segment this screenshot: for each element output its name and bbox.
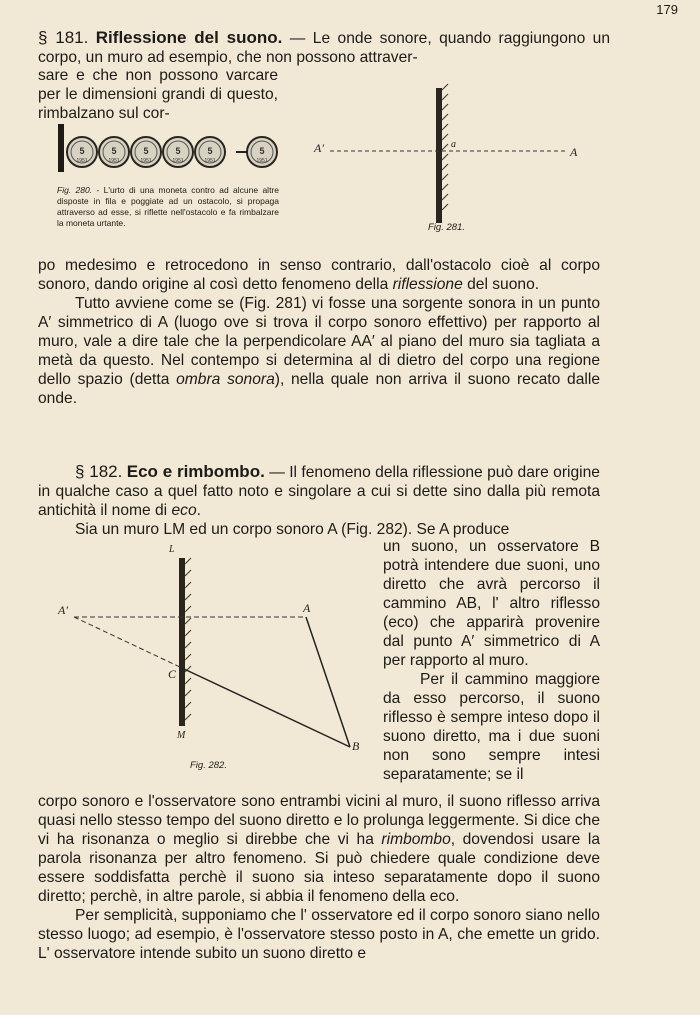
svg-text:1951: 1951 bbox=[76, 158, 88, 164]
emphasis-ombra-sonora: ombra sonora bbox=[176, 371, 275, 388]
section-181-paragraph-2-end: ), nella quale non arriva il suono recato dalle onde. bbox=[38, 371, 600, 407]
svg-text:1951: 1951 bbox=[256, 158, 268, 164]
svg-text:1951: 1951 bbox=[108, 158, 120, 164]
striking-coin bbox=[247, 137, 277, 167]
svg-text:1951: 1951 bbox=[172, 158, 184, 164]
figure-280-caption bbox=[57, 185, 279, 229]
section-181-title: Riflessione del suono. bbox=[95, 28, 283, 47]
point-m: M bbox=[177, 730, 186, 741]
svg-text:5: 5 bbox=[259, 146, 265, 156]
wall-lm-hatching bbox=[185, 558, 191, 720]
section-181-number: § 181. bbox=[38, 28, 89, 47]
section-182-title: Eco e rimbombo. bbox=[126, 462, 265, 481]
section-181-intro-continued bbox=[38, 66, 278, 123]
coin bbox=[99, 137, 129, 167]
figure-280-caption-text: - L'urto di una moneta contro ad alcune altre disposte in fila e poggiate ad un ostacolo, si propaga attraverso ad esse, si riflette nell'ostacolo e fa rimbalzare la moneta urtante. bbox=[57, 185, 279, 228]
section-181-text-d: del suono. bbox=[462, 276, 540, 293]
svg-text:1951: 1951 bbox=[204, 158, 216, 164]
section-182-paragraph-4: Per semplicità, supponiamo che l' osservatore ed il corpo sonoro siano nello stesso luogo; ad esempio, è l'osservatore stesso posto in A, che emette un grido. L' osservatore intende subito un suono diretto e bbox=[38, 907, 600, 962]
figure-281-label: Fig. 281. bbox=[428, 222, 465, 233]
svg-text:5: 5 bbox=[111, 146, 117, 156]
point-mid: a bbox=[451, 139, 456, 150]
section-181-paragraph-2: Tutto avviene come se (Fig. 281) vi fosse una sorgente sonora in un punto A′ simmetrico di A (luogo ove si trova il corpo sonoro effettivo) per rapporto al muro, vale a dire tale che la perpendicolare AA′ al piano del muro sia tagliata a metà da questo. Nel contempo si determina al di dietro del corpo una regione dello spazio (detta bbox=[38, 295, 600, 388]
section-181-text-a: — Le onde sonore, quando raggiungono un corpo, un muro ad esempio, che non possono attraver- bbox=[38, 30, 611, 66]
coin bbox=[67, 137, 97, 167]
figure-281-diagram bbox=[308, 80, 598, 230]
figure-280-label: Fig. 280. bbox=[57, 185, 93, 195]
wall-lm bbox=[179, 558, 185, 726]
point-a: A bbox=[303, 601, 311, 615]
section-182-number: § 182. bbox=[75, 462, 123, 481]
wall-hatching bbox=[442, 84, 448, 210]
section-182-text-c: corpo sonoro e l'osservatore sono entrambi vicini al muro, il suono riflesso arriva quasi nello stesso tempo del suono diretto e lo prolunga leggermente. Si dice che vi ha risonanza o meglio si direbbe che vi ha bbox=[38, 793, 600, 848]
svg-text:5: 5 bbox=[207, 146, 213, 156]
emphasis-rimbombo: rimbombo bbox=[381, 831, 451, 848]
svg-text:5: 5 bbox=[79, 146, 85, 156]
section-182-side-column bbox=[383, 537, 600, 784]
section-181-text-b: sare e che non possono varcare per le dimensioni grandi di questo, rimbalzano sul cor- bbox=[38, 67, 278, 122]
section-182-text-d: , dovendosi usare la parola risonanza per altro fenomeno. Si può chiedere quale condizione deve essere soddisfatta perchè il suono sia inteso separatamente dopo il suono diretto; perchè, in altre parole, si abbia il fenomeno della eco. bbox=[38, 831, 600, 905]
point-a: A bbox=[570, 145, 578, 159]
direct-ray-ab bbox=[306, 617, 350, 747]
svg-text:5: 5 bbox=[143, 146, 149, 156]
section-182-side-text-2: Per il cammino maggiore da esso percorso, il suono riflesso è sempre inteso dopo il suono diretto, ma i due suoni non sono sempre intesi separatamente; se il bbox=[383, 671, 600, 783]
wall bbox=[436, 88, 442, 223]
emphasis-eco: eco bbox=[171, 502, 197, 519]
figure-282-label: Fig. 282. bbox=[190, 760, 227, 771]
emphasis-riflessione: riflessione bbox=[392, 276, 463, 293]
section-182-paragraph-2-start: Sia un muro LM ed un corpo sonoro A (Fig. 282). Se A produce bbox=[75, 521, 510, 538]
point-a-prime: A′ bbox=[314, 141, 324, 155]
coin bbox=[195, 137, 225, 167]
section-181-body bbox=[38, 256, 600, 408]
point-l: L bbox=[169, 544, 175, 555]
section-182-text-a: — Il fenomeno della riflessione può dare origine in qualche caso a quel fatto noto e singolare a cui si dette sino dalla più remota antichità il nome di bbox=[38, 464, 600, 519]
point-a-prime: A′ bbox=[58, 603, 68, 617]
svg-text:1951: 1951 bbox=[140, 158, 152, 164]
figure-280-coins bbox=[50, 122, 280, 182]
section-182-side-text: un suono, un osservatore B potrà intendere due suoni, uno diretto che avrà percorso il cammino AB, l' altro riflesso (eco) che apparirà provenire dal punto A′ simmetrico di A per rapporto al muro. bbox=[383, 538, 600, 669]
coin bbox=[163, 137, 193, 167]
point-b: B bbox=[352, 739, 360, 753]
section-181-text-c: po medesimo e retrocedono in senso contrario, dall'ostacolo cioè al corpo sonoro, dando origine al così detto fenomeno della bbox=[38, 257, 600, 293]
section-182-body bbox=[38, 792, 600, 963]
obstacle-block bbox=[58, 124, 64, 172]
section-182-text-b: . bbox=[196, 502, 201, 519]
reflected-ray-cb bbox=[182, 668, 350, 747]
point-c: C bbox=[168, 667, 177, 681]
svg-text:5: 5 bbox=[175, 146, 181, 156]
coin bbox=[131, 137, 161, 167]
section-181-intro bbox=[38, 28, 610, 67]
dashed-aprime-c bbox=[74, 617, 182, 668]
section-182-intro bbox=[38, 462, 600, 539]
page-number: 179 bbox=[656, 2, 678, 17]
figure-282-diagram bbox=[56, 540, 376, 770]
